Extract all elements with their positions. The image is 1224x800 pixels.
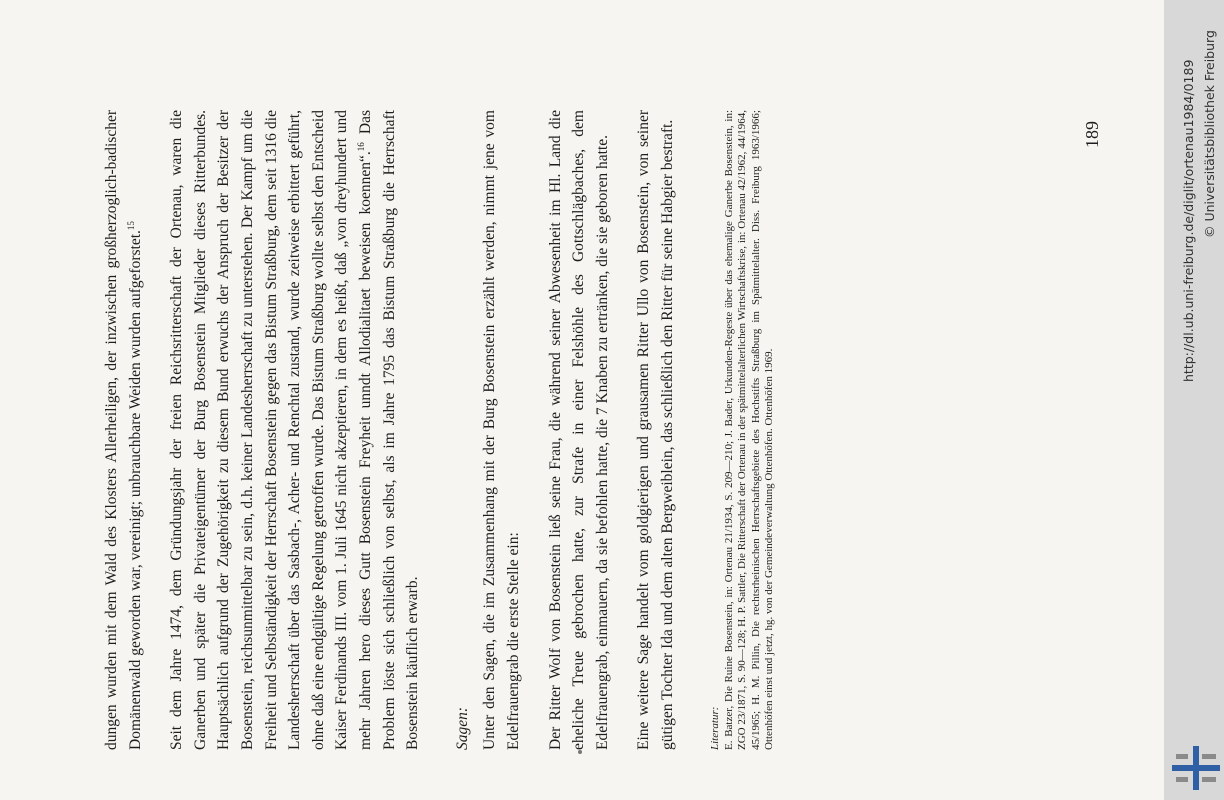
footnote-16: 16 xyxy=(355,142,366,152)
paragraph-sagen-intro: Unter den Sagen, die im Zusammenhang mit der Burg Bosenstein erzählt werden, nimmt jene vom Edelfrauengrab die erste Stelle ein: xyxy=(481,110,522,750)
permalink-url[interactable]: http://dl.ub.uni-freiburg.de/diglit/ortenau1984/0189 xyxy=(1181,59,1196,382)
literature-heading: Literatur: xyxy=(709,706,722,750)
paragraph-forest-text: dungen wurden mit dem Wald des Klosters Allerheiligen, der inzwischen großherzoglich-badischer Domänenwald geworden war, vereinigt; unbrauchbare Weiden wurden aufgeforstet. xyxy=(103,110,144,750)
literature-section xyxy=(709,110,776,750)
paragraph-history-tail: Das Problem löste sich schließlich von selbst, als im Jahre 1795 das Bistum Straßburg die Herrschaft Bosenstein käuflich erwarb. xyxy=(356,110,422,750)
page-number: 189 xyxy=(1082,121,1102,148)
sagen-heading: Sagen: xyxy=(453,706,471,750)
paragraph-history-text: Seit dem Jahre 1474, dem Gründungsjahr der freien Reichsritterschaft der Ortenau, waren die Ganerben und später die Privateigentümer der Burg Bosenstein Mitglieder dieses Ritterbundes. Hauptsächlich aufgrund der Zugehörigkeit zu diesem Bund erwuchs der Anspruch der Besitzer der Bosenstein, reichsunmittelbar zu sein, d.h. keiner Landesherrschaft zu unterstehen. Der Kampf um die Freiheit und Selbständigkeit der Herrschaft Bosenstein gegen das Bistum Straßburg, dem seit 1316 die Landesherrschaft über das Sasbach-, Acher- und Renchtal zustand, wurde zeitweise erbittert geführt, ohne daß eine endgültige Regelung getroffen wurde. Das Bistum Straßburg wollte selbst den Entscheid Kaiser Ferdinands III. vom 1. Juli 1645 nicht akzeptieren, in dem es heißt, daß „von dreyhundert und mehr Jahren hero dieses Gutt Bosenstein Freyheit unndt Allodialitaet beweisen koennen“. xyxy=(168,110,374,750)
paragraph-sage-wolf: Der Ritter Wolf von Bosenstein ließ seine Frau, die während seiner Abwesenheit im Hl. Land die eheliche Treue gebrochen hatte, zur Strafe in einer Felshöhle des Gottschlägbaches, dem Edelfrauengrab, einmauern, da sie befohlen hatte, die 7 Knaben zu ertränken, die sie geboren hatte. xyxy=(546,110,611,750)
library-logo-icon xyxy=(1172,746,1220,790)
paragraph-forest xyxy=(100,110,147,750)
copyright-notice: © Universitätsbibliothek Freiburg xyxy=(1202,30,1217,238)
footnote-15: 15 xyxy=(125,221,136,231)
paragraph-history xyxy=(165,110,425,750)
literature-text: E. Batzer, Die Ruine Bosenstein, in: Ortenau 21/1934, S. 209—210; J. Bader, Urkunden-Regeste über das ehemalige Ganerbe Bosenstein, in: ZGO 23/1871, S. 90—128; H. P. Sattler, Die Ritterschaft der Ortenau in der spätmittelalterlichen Wirtschaftskrise, in: Ortenau 42/1962, 44/1964, 45/1965; H. M. Pillin, Die rechtsrheinischen Herrschaftsgebiete des Hochstifts Straßburg im Spätmittelalter. Diss. Freiburg 1963/1966; Ottenhöfen einst und jetzt, hg. von der Gemeindeverwaltung Ottenhöfen. Ottenhöfen 1969. xyxy=(722,110,776,750)
scan-mark xyxy=(578,750,582,754)
paragraph-sage-ullo: Eine weitere Sage handelt vom goldgierigen und grausamen Ritter Ullo von Bosenstein, von seiner gütigen Tochter Ida und dem alten Bergweiblein, das schließlich den Ritter für seine Habgier bestraft. xyxy=(635,110,676,750)
page-number-area xyxy=(1076,0,1112,800)
rotated-text-block xyxy=(100,110,1000,750)
